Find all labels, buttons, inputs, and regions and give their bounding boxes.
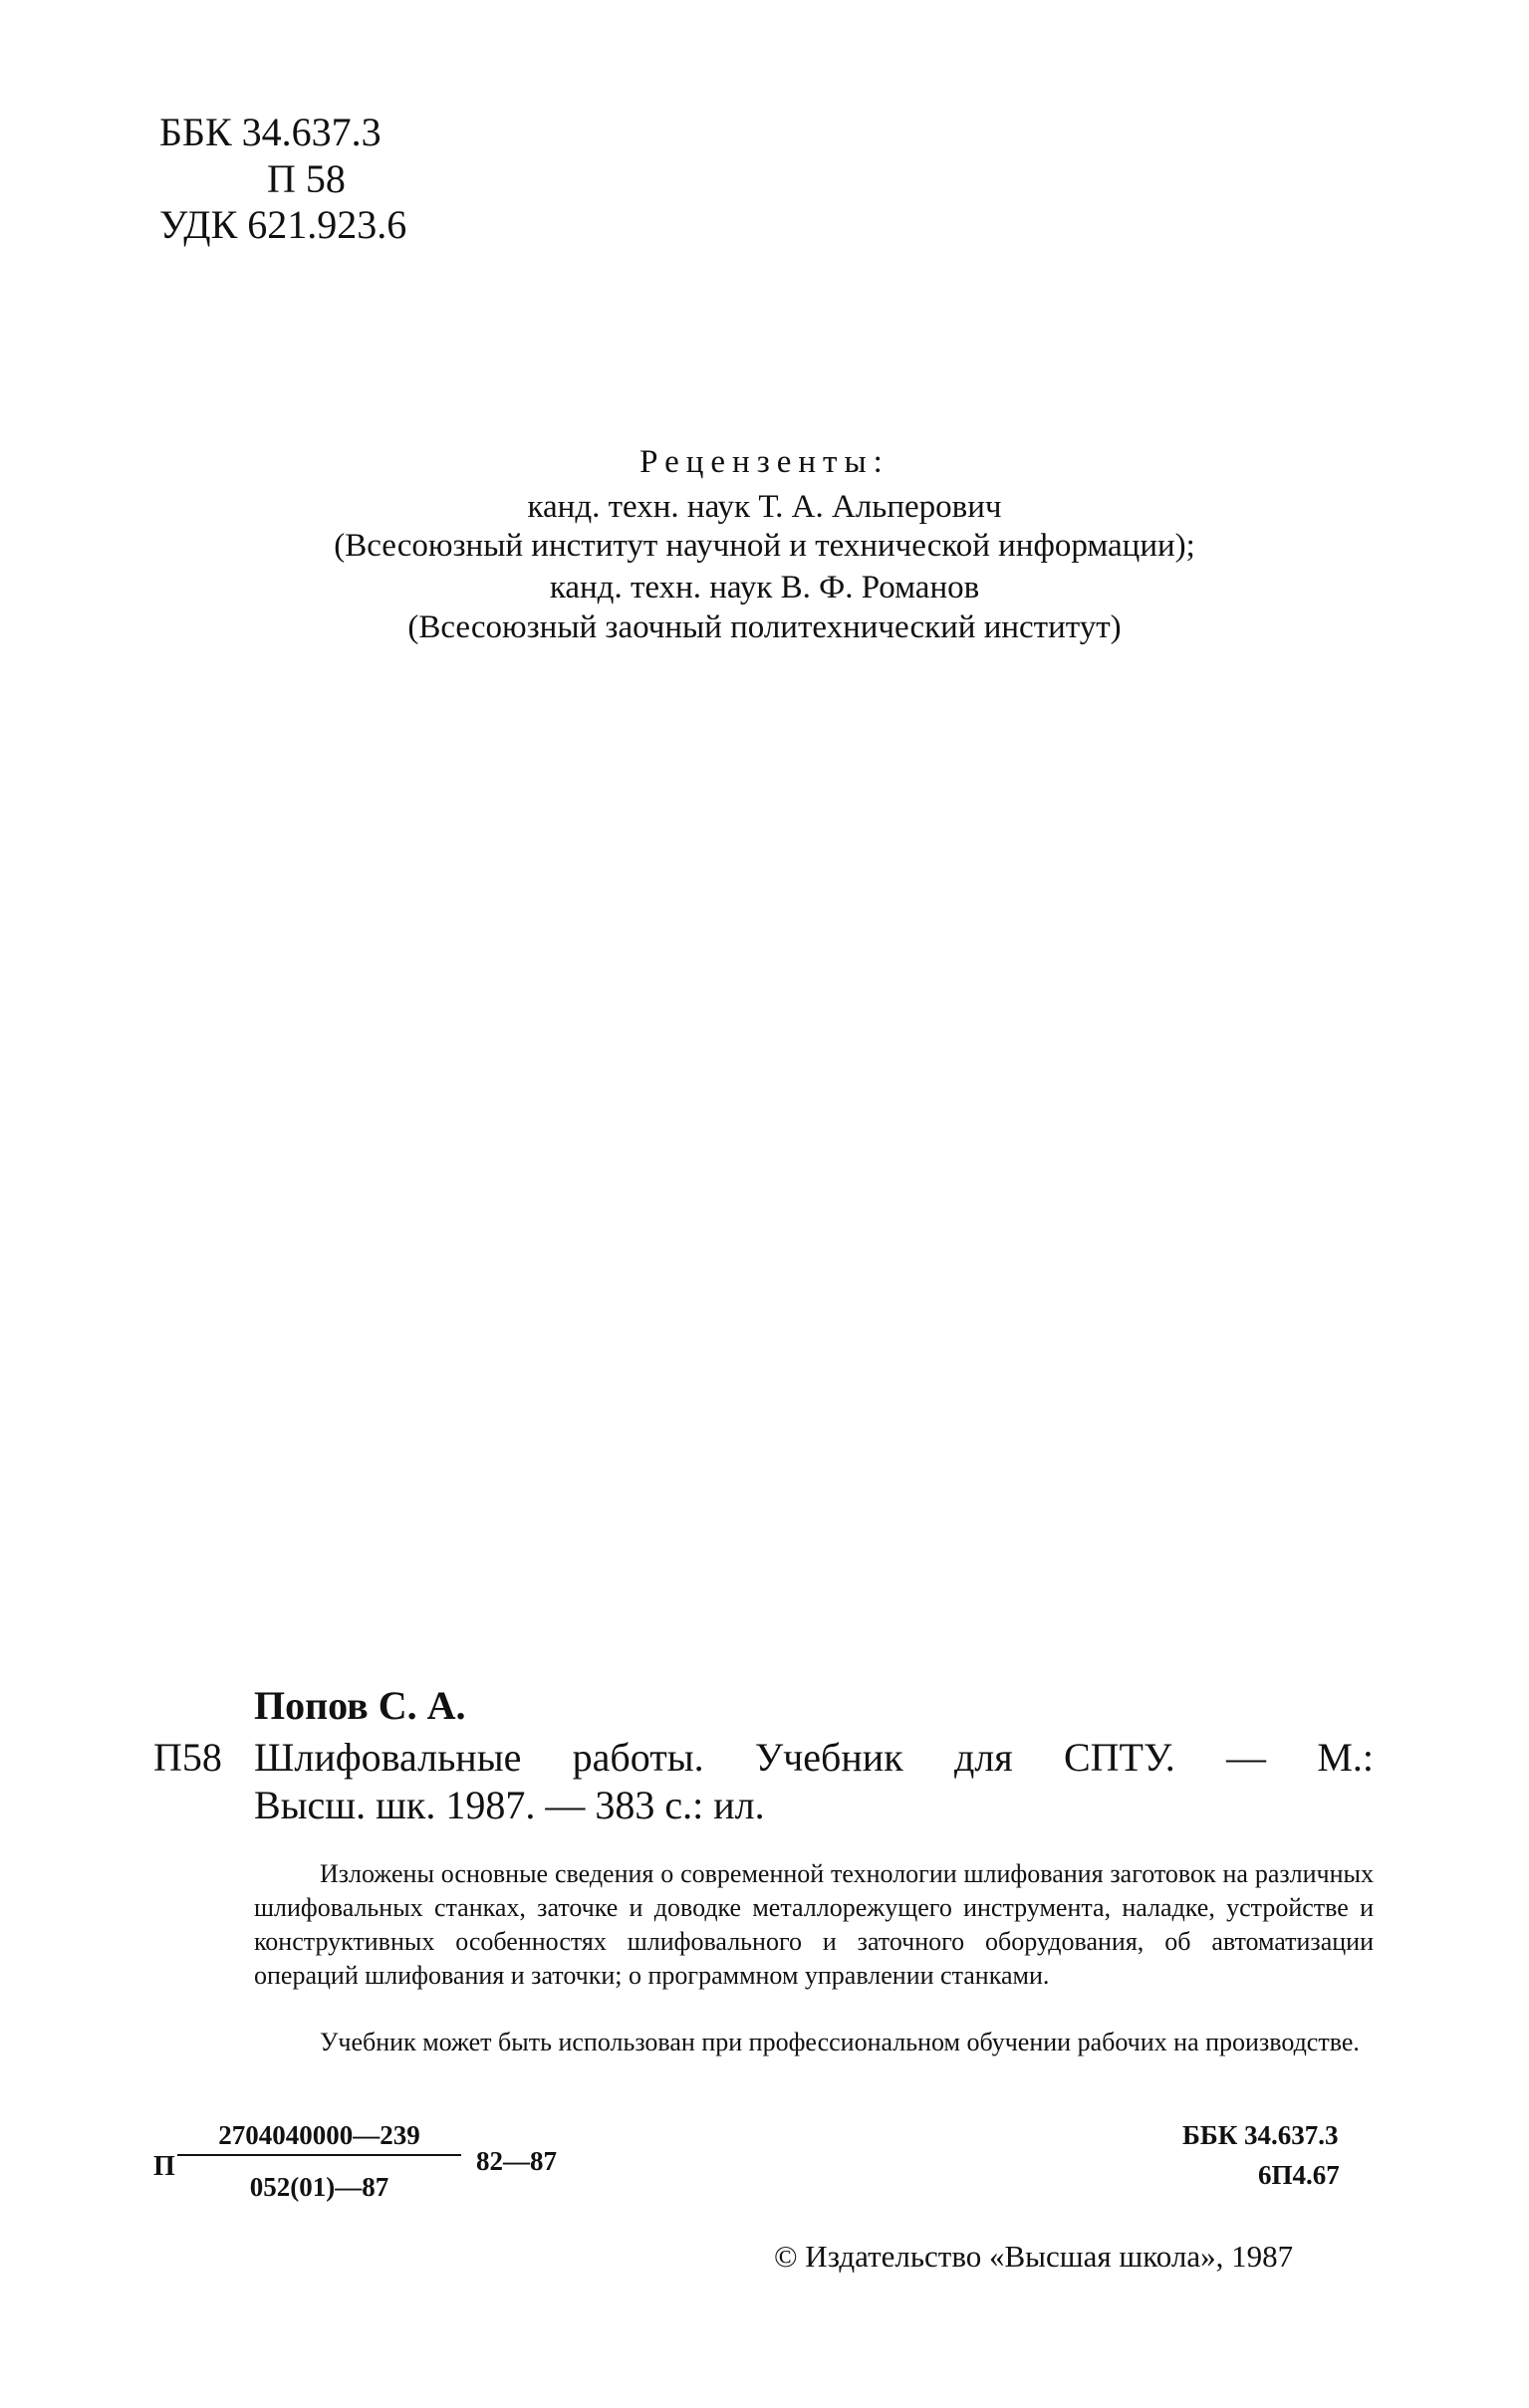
bbk-code-top: ББК 34.637.3 — [159, 110, 382, 154]
index-suffix: 82—87 — [476, 2146, 557, 2176]
card-code: П58 — [153, 1735, 222, 1780]
author-mark-top: П 58 — [267, 156, 346, 201]
index-numerator: 2704040000—239 — [177, 2119, 461, 2156]
book-imprint-line: Высш. шк. 1987. — 383 с.: ил. — [254, 1783, 765, 1827]
reviewer-line: канд. техн. наук Т. А. Альперович — [527, 489, 1002, 525]
bbk-subcode-bottom: 6П4.67 — [1258, 2160, 1340, 2190]
book-title-line: Шлифовальные работы. Учебник для СПТУ. — М.: — [254, 1735, 1374, 1780]
index-letter: П — [153, 2151, 175, 2182]
abstract-paragraph: Изложены основные сведения о современной технологии шлифования заготовок на различных шлифовальных станках, заточке и доводке металлорежущего инструмента, наладке, устройстве и конструктивных особенностях шлифовального и заточного оборудования, об автоматизации операций шлифования и заточки; о программном управлении станками. — [254, 1859, 1374, 1990]
udk-code-top: УДК 621.923.6 — [159, 202, 407, 247]
abstract-paragraph: Учебник может быть использован при профессиональном обучении рабочих на производстве. — [320, 2028, 1360, 2056]
copyright-line: © Издательство «Высшая школа», 1987 — [774, 2239, 1294, 2274]
bbk-code-bottom: ББК 34.637.3 — [1182, 2120, 1339, 2150]
reviewers-heading: Рецензенты: — [639, 444, 890, 480]
author-name: Попов С. А. — [254, 1683, 466, 1728]
reviewer-line: канд. техн. наук В. Ф. Романов — [549, 570, 980, 605]
reviewer-line: (Всесоюзный заочный политехнический институт) — [407, 609, 1122, 645]
reviewer-line: (Всесоюзный институт научной и технической информации); — [334, 528, 1195, 564]
index-denominator: 052(01)—87 — [249, 2172, 389, 2202]
